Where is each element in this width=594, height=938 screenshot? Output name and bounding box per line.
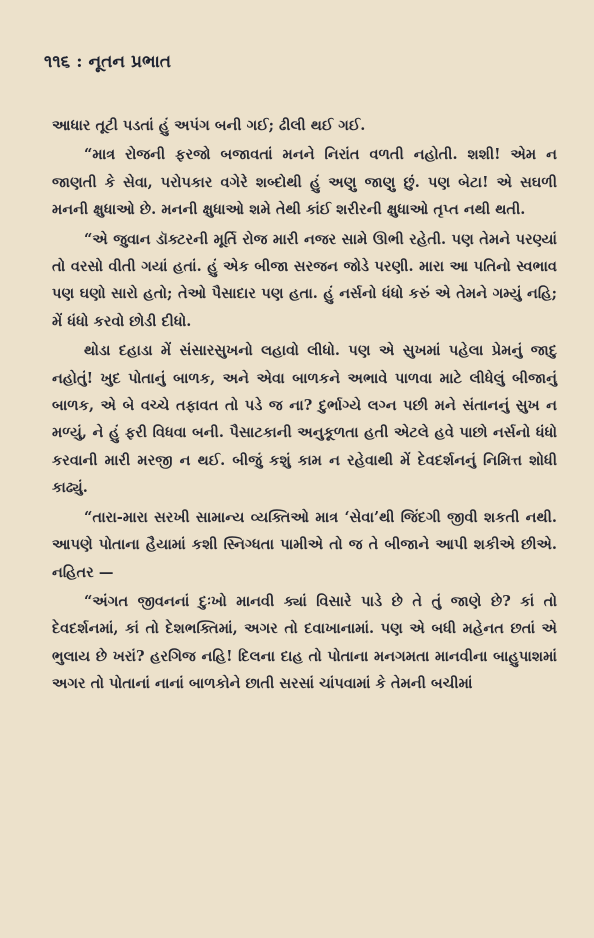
page-body xyxy=(52,112,557,698)
page-number: ૧૧૬ xyxy=(44,52,71,72)
header-separator: : xyxy=(76,52,83,72)
paragraph: આધાર તૂટી પડતાં હું અપંગ બની ગઈ; ઢીલી થઈ ગઈ. xyxy=(52,117,366,134)
paragraph: “માત્ર રોજની ફરજો બજાવતાં મનને નિરાંત વળતી નહોતી. શશી! એમ ન જાણતી કે સેવા, પરોપકાર વગેરે શબ્દોથી હું અણુ જાણુ છું. પણ બેટા! એ સઘળી મનની ક્ષુધાઓ છે. મનની ક્ષુધાઓ શમે તેથી કાંઈ શરીરની ક્ષુધાઓ તૃપ્ત નથી થતી. xyxy=(52,146,557,219)
paragraph: “તારા-મારા સરખી સામાન્ય વ્યક્તિઓ માત્ર ‘સેવા’થી જિંદગી જીવી શકતી નથી. આપણે પોતાના હૈયામાં કશી સ્નિગ્ધતા પામીએ તો જ તે બીજાને આપી શકીએ છીએ. નહિતર — xyxy=(52,508,557,581)
paragraph: થોડા દહાડા મેં સંસારસુખનો લહાવો લીધો. પણ એ સુખમાં પહેલા પ્રેમનું જાદુ નહોતું! ખુદ પોતાનું બાળક, અને એવા બાળકને અભાવે પાળવા માટે લીધેલું બીજાનું બાળક, એ બે વચ્ચે તફાવત તો પડે જ ના? દુર્ભાગ્યે લગ્ન પછી મને સંતાનનું સુખ ન મળ્યું, ને હું ફરી વિધવા બની. પૈસાટકાની અનુકૂળતા હતી એટલે હવે પાછો નર્સનો ધંધો કરવાની મારી મરજી ન થઈ. બીજું કશું કામ ન રહેવાથી મેં દેવદર્શનનું નિમિત્ત શોધી કાઢ્યું. xyxy=(52,342,557,497)
page-header xyxy=(44,52,171,72)
book-title: નૂતન પ્રભાત xyxy=(88,52,172,72)
paragraph: “એ જુવાન ડૉક્ટરની મૂર્તિ રોજ મારી નજર સામે ઊભી રહેતી. પણ તેમને પરણ્યાં તો વરસો વીતી ગયાં હતાં. હું એક બીજા સરજન જોડે પરણી. મારા આ પતિનો સ્વભાવ પણ ઘણો સારો હતો; તેઓ પૈસાદાર પણ હતા. હું નર્સનો ધંધો કરું એ તેમને ગમ્યું નહિ; મેં ધંધો કરવો છોડી દીધો. xyxy=(52,230,557,330)
paragraph: “અંગત જીવનનાં દુઃખો માનવી ક્યાં વિસારે પાડે છે તે તું જાણે છે? કાં તો દેવદર્શનમાં, કાં તો દેશભક્તિમાં, અગર તો દવાખાનામાં. પણ એ બધી મહેનત છતાં એ ભુલાય છે ખરાં? હરગિજ નહિ! દિલના દાહ તો પોતાના મનગમતા માનવીના બાહુપાશમાં અગર તો પોતાનાં નાનાં બાળકોને છાતી સરસાં ચાંપવામાં કે તેમની બચીમાં xyxy=(52,592,557,693)
